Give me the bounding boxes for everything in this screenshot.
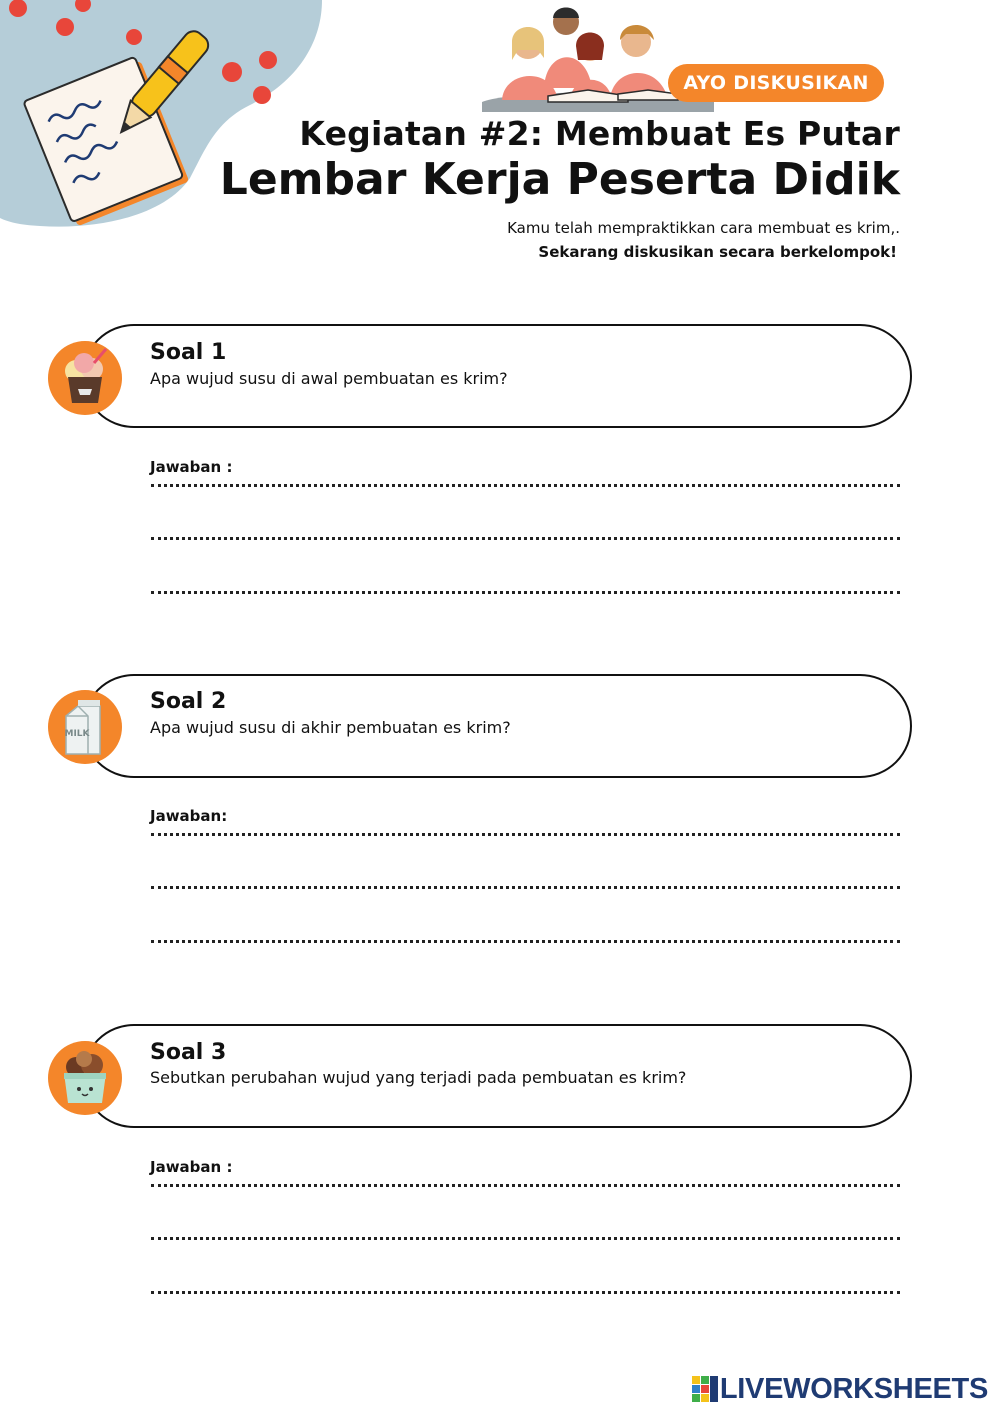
milk-carton-icon <box>48 690 122 764</box>
answer-2-label: Jawaban: <box>150 807 228 825</box>
question-2-text: Apa wujud susu di akhir pembuatan es krim? <box>150 718 511 737</box>
answer-3-label: Jawaban : <box>150 1158 233 1176</box>
discussion-badge: AYO DISKUSIKAN <box>668 64 884 102</box>
question-3-title: Soal 3 <box>150 1040 227 1065</box>
red-dot <box>253 86 271 104</box>
answer-3-line-2[interactable] <box>151 1237 900 1240</box>
brand-text: LIVEWORKSHEETS <box>719 1372 988 1405</box>
answer-1-line-3[interactable] <box>151 591 900 594</box>
question-2-title: Soal 2 <box>150 689 227 714</box>
answer-2-line-3[interactable] <box>151 940 900 943</box>
answer-2-line-1[interactable] <box>151 833 900 836</box>
answer-1-line-2[interactable] <box>151 537 900 540</box>
question-1-title: Soal 1 <box>150 340 227 365</box>
page-title: Lembar Kerja Peserta Didik <box>219 154 900 205</box>
activity-title: Kegiatan #2: Membuat Es Putar <box>299 114 900 153</box>
ice-cream-tub-icon <box>48 1041 122 1115</box>
intro-instruction: Sekarang diskusikan secara berkelompok! <box>538 243 897 261</box>
red-dot <box>222 62 242 82</box>
answer-3-line-1[interactable] <box>151 1184 900 1187</box>
question-3-text: Sebutkan perubahan wujud yang terjadi pada pembuatan es krim? <box>150 1068 687 1087</box>
red-dot <box>56 18 74 36</box>
brand-logo[interactable] <box>692 1372 988 1406</box>
answer-1-line-1[interactable] <box>151 484 900 487</box>
liveworksheets-logo-icon <box>692 1376 718 1402</box>
answer-1-label: Jawaban : <box>150 458 233 476</box>
red-dot <box>126 29 142 45</box>
milk-label: MILK <box>64 729 90 739</box>
intro-text: Kamu telah mempraktikkan cara membuat es krim,. <box>507 219 900 237</box>
answer-2-line-2[interactable] <box>151 886 900 889</box>
answer-3-line-3[interactable] <box>151 1291 900 1294</box>
ice-cream-cup-icon <box>48 341 122 415</box>
question-1-text: Apa wujud susu di awal pembuatan es krim? <box>150 369 508 388</box>
red-dot <box>259 51 277 69</box>
